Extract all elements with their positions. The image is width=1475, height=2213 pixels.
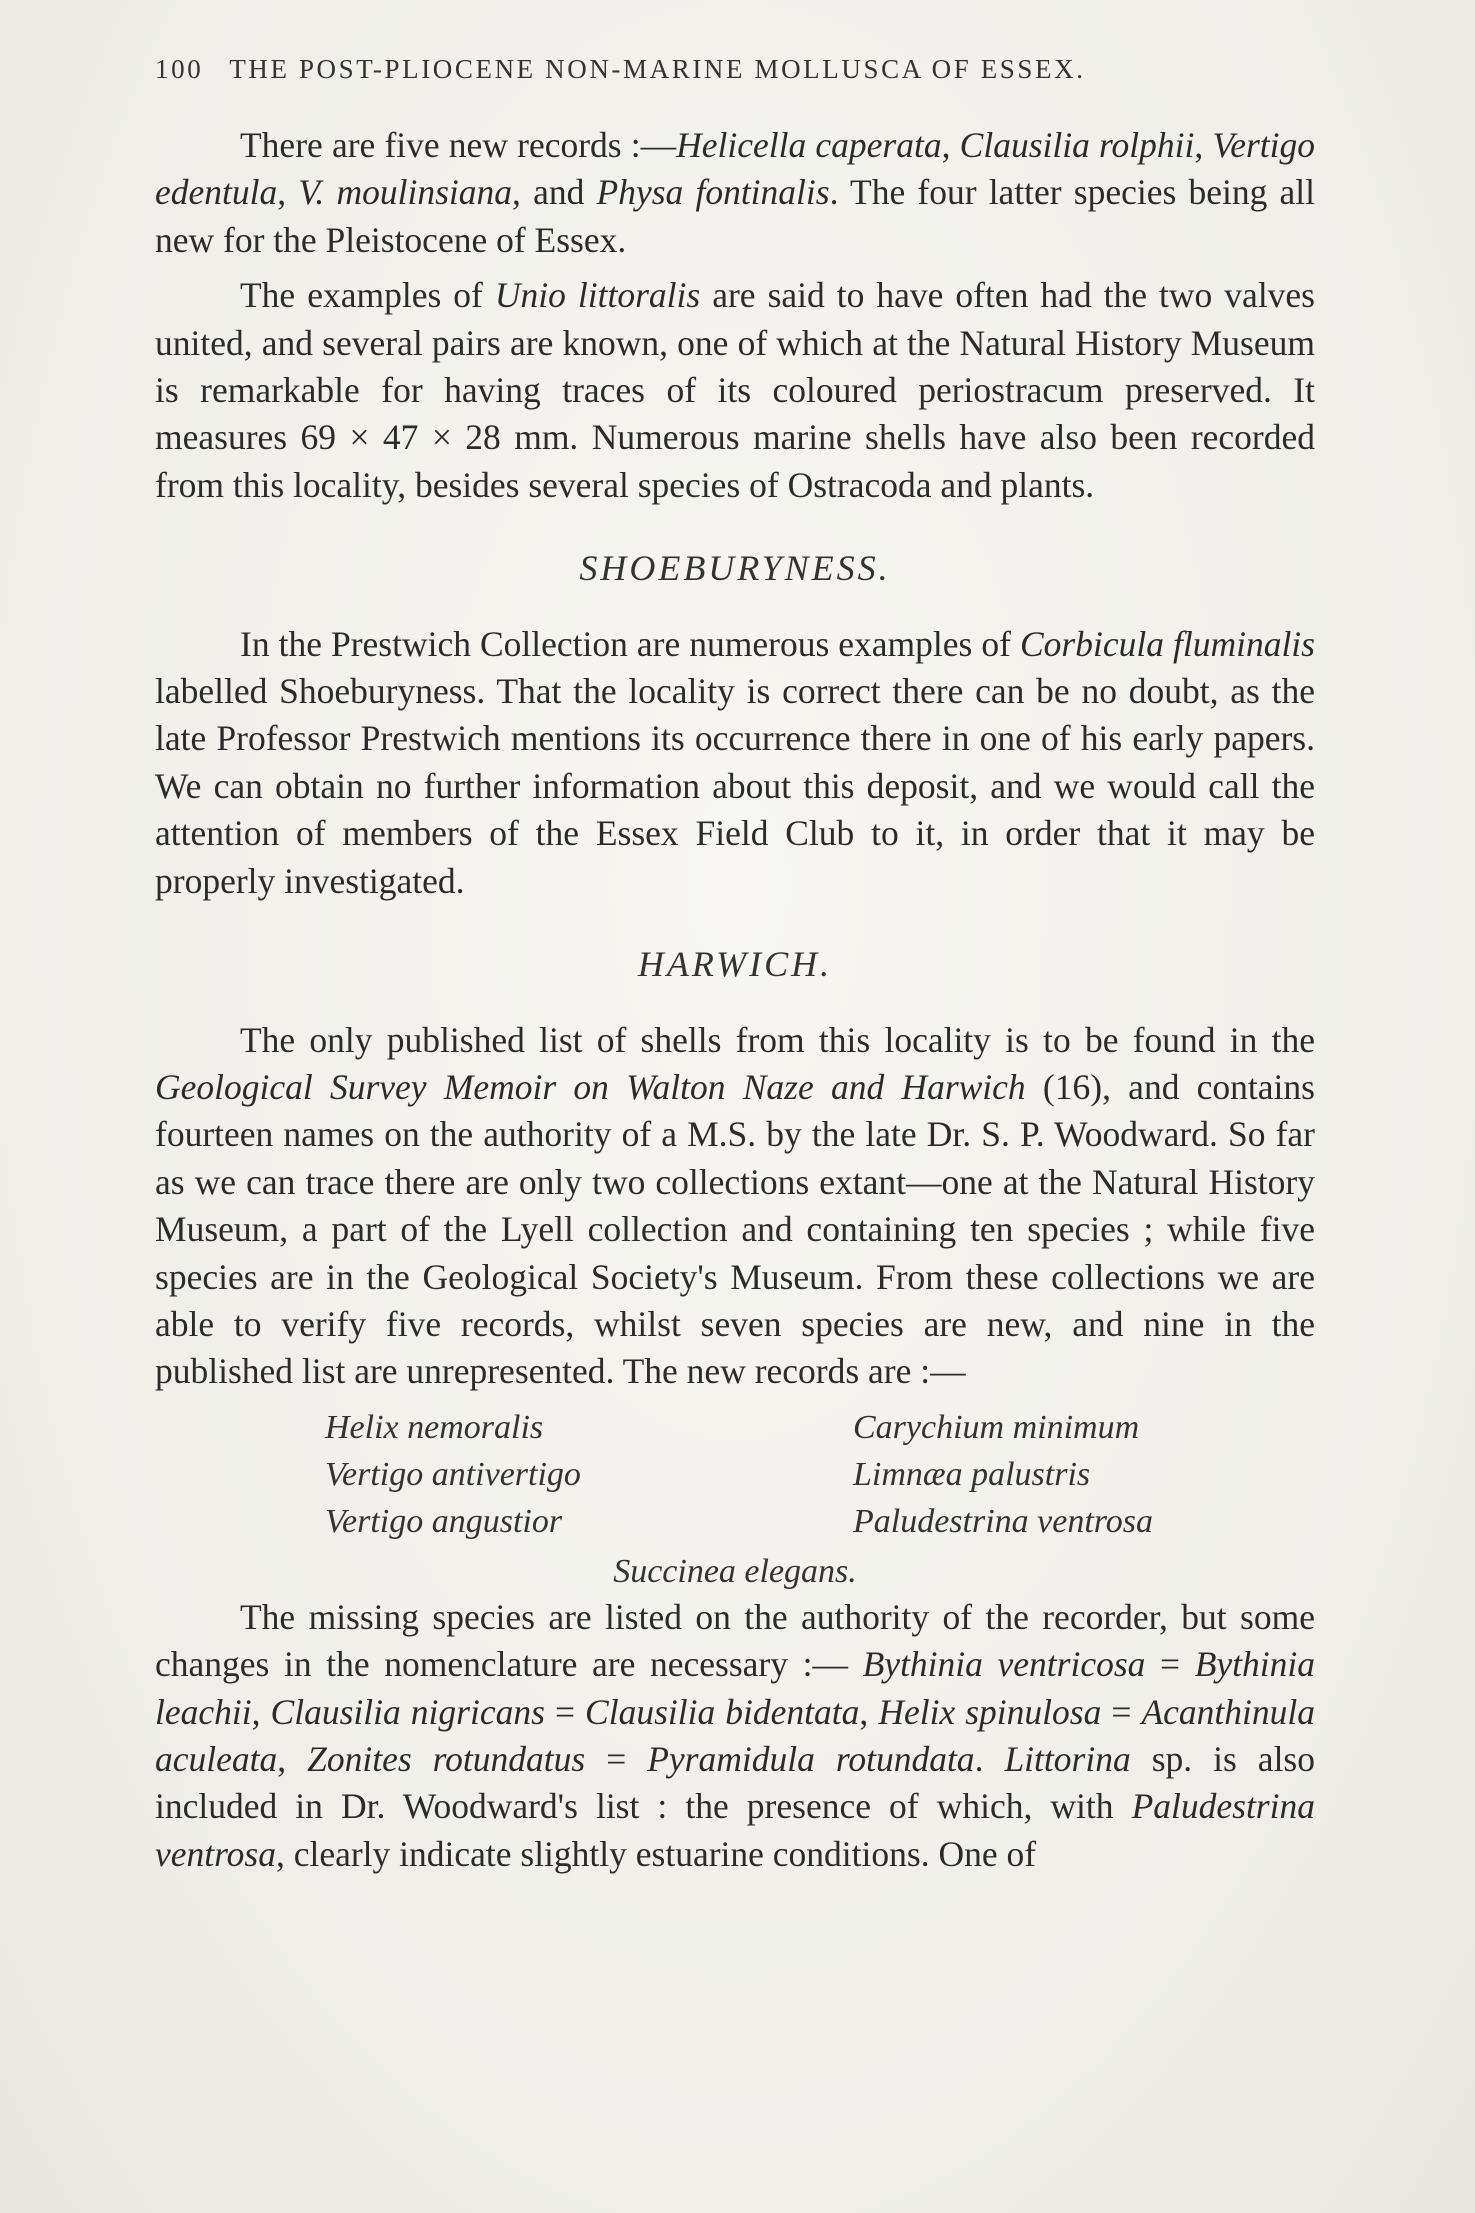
- text-run: (16), and contains fourteen names on the authority of a M.S. by the late Dr. S. P. Woodward. So far as we can trace there are only two collections extant—one at the Natural History Museum, a part of the Lyell collection and containing ten species ; while five species are in the Geological Society's Museum. From these collections we are able to verify five records, whilst seven species are new, and nine in the published list are unrepresented. The new records are :—: [155, 1066, 1315, 1392]
- species-name: Littorina: [1004, 1738, 1131, 1779]
- text-run: ,: [1194, 125, 1213, 165]
- new-records-list: [155, 1404, 1315, 1594]
- section-heading-shoeburyness: SHOEBURYNESS.: [579, 548, 891, 589]
- paragraph-missing-species: [155, 1594, 1315, 1878]
- page-number: 100: [155, 54, 204, 84]
- list-item: Limnæa palustris: [853, 1455, 1091, 1493]
- text-run: ,: [859, 1691, 879, 1732]
- species-name: Clausilia nigricans: [270, 1691, 545, 1732]
- body-text: [155, 122, 1315, 1886]
- species-name: Clausilia bidentata: [585, 1691, 860, 1732]
- list-item: Helix nemoralis: [325, 1408, 544, 1446]
- species-name: Acanthinula aculeata: [155, 1691, 1316, 1779]
- text-run: , clearly indicate slightly estuarine conditions. One of: [275, 1833, 1037, 1874]
- species-name: Zonites rotundatus: [307, 1738, 586, 1779]
- list-item: Paludestrina ventrosa: [853, 1502, 1153, 1540]
- species-name: Helicella caperata: [676, 125, 942, 165]
- running-title: THE POST-PLIOCENE NON-MARINE MOLLUSCA OF ESSEX.: [229, 54, 1086, 84]
- species-name: Clausilia rolphii: [959, 125, 1195, 165]
- species-name: V. moulinsiana: [298, 172, 513, 213]
- text-run: The only published list of shells from this locality is to be found in the: [240, 1019, 1315, 1060]
- text-run: ,: [251, 1691, 271, 1732]
- list-item: Vertigo angustior: [325, 1502, 563, 1540]
- list-item: Vertigo antivertigo: [325, 1455, 581, 1493]
- text-run: ,: [941, 125, 960, 165]
- running-header: [155, 54, 1325, 85]
- list-row: [155, 1498, 1315, 1545]
- paragraph-harwich: [155, 1017, 1315, 1396]
- list-row: [155, 1404, 1315, 1451]
- paragraph-shoeburyness: [155, 621, 1315, 905]
- species-name: Bythinia ventricosa: [862, 1644, 1146, 1685]
- species-name: Helix spinulosa: [878, 1691, 1102, 1732]
- text-run: There are five new records :—: [240, 125, 677, 165]
- section-heading-harwich: HARWICH.: [637, 944, 833, 985]
- species-name: Paludestrina ventrosa: [155, 1786, 1315, 1874]
- species-name: Pyramidula rotundata: [647, 1738, 975, 1779]
- text-run: ,: [277, 1738, 308, 1779]
- species-name: Corbicula fluminalis: [1019, 623, 1315, 664]
- text-run: The examples of: [240, 275, 495, 316]
- paragraph-new-records: [155, 122, 1315, 264]
- species-name: Bythinia leachii: [155, 1644, 1315, 1732]
- text-run: The missing species are listed on the authority of the recorder, but some changes in the nomenclature are necessary :—: [155, 1596, 1315, 1685]
- text-run: . The four latter species being all new for the Pleistocene of Essex.: [155, 172, 1316, 260]
- text-run: ,: [277, 172, 299, 213]
- species-name: Vertigo edentula: [155, 125, 1315, 213]
- text-run: In the Prestwich Collection are numerous examples of: [240, 623, 1020, 664]
- species-name: Physa fontinalis: [596, 172, 830, 213]
- text-run: =: [1145, 1644, 1195, 1685]
- text-run: , and: [512, 172, 597, 213]
- text-run: sp. is also included in Dr. Woodward's list : the presence of which, with: [155, 1738, 1315, 1827]
- text-run: =: [544, 1691, 586, 1732]
- text-run: .: [974, 1738, 1005, 1779]
- list-item: Carychium minimum: [853, 1408, 1140, 1446]
- list-row: [155, 1451, 1315, 1498]
- text-run: are said to have often had the two valves united, and several pairs are known, one of which at the Natural History Museum is remarkable for having traces of its coloured periostracum preserved. It measures 69 × 47 × 28 mm. Numerous marine shells have also been recorded from this locality, besides several species of Ostracoda and plants.: [155, 275, 1315, 505]
- list-item: Succinea elegans.: [613, 1552, 857, 1590]
- publication-title: Geological Survey Memoir on Walton Naze and Harwich: [155, 1066, 1026, 1107]
- text-run: =: [1101, 1691, 1142, 1732]
- text-run: =: [585, 1738, 648, 1779]
- paragraph-unio: [155, 272, 1315, 509]
- species-name: Unio littoralis: [494, 275, 701, 316]
- text-run: labelled Shoeburyness. That the locality is correct there can be no doubt, as the late Professor Prestwich mentions its occurrence there in one of his early papers. We can obtain no further information about this deposit, and we would call the attention of members of the Essex Field Club to it, in order that it may be properly investigated.: [155, 671, 1315, 901]
